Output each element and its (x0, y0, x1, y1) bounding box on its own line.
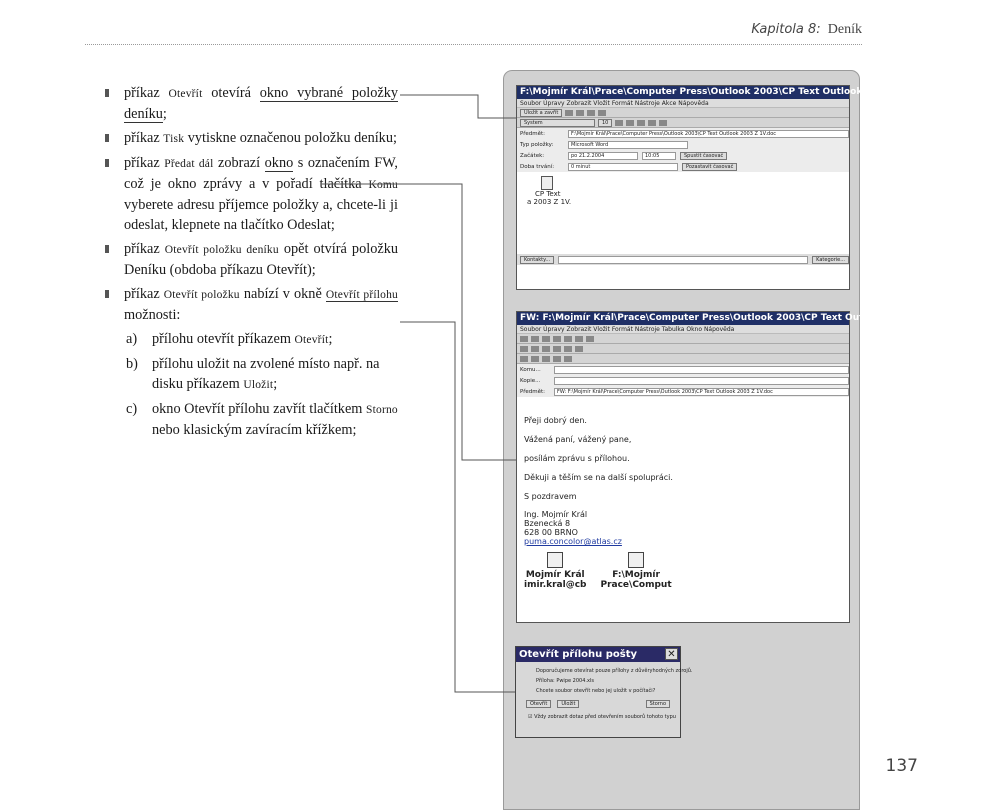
start-timer-button[interactable]: Spustit časovač (680, 152, 727, 160)
to-field[interactable] (554, 366, 849, 374)
journal-entry-window (516, 85, 863, 290)
contacts-row (517, 254, 849, 265)
word-doc-icon[interactable] (541, 176, 553, 190)
contacts-field[interactable] (558, 256, 808, 264)
subject-field[interactable]: F:\Mojmír Král\Prace\Computer Press\Outlook 2003\CP Text Outlook 2003 Z 1V.doc (568, 130, 849, 138)
vcard-icon (547, 552, 563, 568)
type-select[interactable]: Microsoft Word (568, 141, 688, 149)
format-toolbar (517, 354, 849, 364)
chapter-label: Kapitola 8: (751, 22, 821, 37)
format-toolbar (517, 118, 849, 128)
sub-item: b) přílohu uložit na zvolené místo např. na disku příkazem Uložit; (126, 356, 380, 392)
size-select[interactable]: 10 (598, 119, 612, 127)
toolbar (517, 108, 849, 118)
cc-row: Kopie... (517, 375, 849, 386)
attachment-contact[interactable]: Mojmír Král imir.kral@cb (524, 552, 586, 590)
save-close-button[interactable]: Uložit a zavřít (520, 109, 562, 117)
dialog-buttons (516, 696, 680, 712)
attachment-file[interactable]: F:\Mojmír Prace\Comput (600, 552, 671, 590)
duration-select[interactable]: 0 minut (568, 163, 678, 171)
sub-item: c) okno Otevřít přílohu zavřít tlačítkem Storno nebo klasickým zavíracím křížkem; (126, 401, 398, 438)
bullet-item: příkaz Předat dál zobrazí okno s označením FW, což je okno zprávy a v pořadí tlačítka Komu vyberete adresu příjemce položky a, chcete-li ji odeslat, klepnete na tlačítko Odeslat; (104, 153, 398, 235)
contacts-button[interactable]: Kontakty... (520, 256, 554, 264)
menu-bar[interactable]: Soubor Úpravy Zobrazit Vložit Formát Nástroje Tabulka Okno Nápověda (517, 325, 849, 334)
pause-timer-button[interactable]: Pozastavit časovač (682, 163, 737, 171)
attachment-name-2: a 2003 Z 1V. (527, 198, 572, 206)
notes-area[interactable] (517, 172, 849, 250)
toolbar (517, 344, 849, 354)
menu-bar[interactable]: Soubor Úpravy Zobrazit Vložit Formát Nástroje Akce Nápověda (517, 99, 849, 108)
window-title: F:\Mojmír Král\Prace\Computer Press\Outlook 2003\CP Text Outlook (517, 86, 849, 99)
window-title: FW: F:\Mojmír Král\Prace\Computer Press\Outlook 2003\CP Text Outlook 2003 Z 1V.doc - zpráva (517, 312, 849, 325)
page-number: 137 (885, 756, 918, 776)
document-icon (628, 552, 644, 568)
sub-item: a) přílohu otevřít příkazem Otevřít; (126, 331, 333, 347)
attachments (524, 552, 842, 590)
duration-row: Doba trvání: 0 minut Pozastavit časovač (517, 161, 849, 172)
category-button[interactable]: Kategorie... (812, 256, 849, 264)
attachment-name: CP Text (535, 190, 561, 198)
dialog-title: Otevřít přílohu pošty ✕ (516, 647, 680, 662)
open-button[interactable]: Otevřít (526, 700, 551, 708)
bullet-item: příkaz Tisk vytiskne označenou položku deníku; (104, 128, 398, 149)
bullet-item: příkaz Otevřít položku nabízí v okně Otevřít přílohu možnosti: (104, 284, 398, 325)
subject-row: Předmět: FW: F:\Mojmír Král\Prace\Computer Press\Outlook 2003\CP Text Outlook 2003 Z 1V.doc (517, 386, 849, 397)
cancel-button[interactable]: Storno (646, 700, 670, 708)
type-row: Typ položky: Microsoft Word (517, 139, 849, 150)
subject-row: Předmět: F:\Mojmír Král\Prace\Computer Press\Outlook 2003\CP Text Outlook 2003 Z 1V.doc (517, 128, 849, 139)
bullet-item: příkaz Otevřít položku deníku opět otvírá položku Deníku (obdoba příkazu Otevřít); (104, 239, 398, 280)
start-date[interactable]: po 21.2.2004 (568, 152, 638, 160)
always-ask-checkbox[interactable]: ☑ Vždy zobrazit dotaz před otevřením souborů tohoto typu (528, 714, 676, 720)
start-time[interactable]: 10:05 (642, 152, 676, 160)
close-icon[interactable]: ✕ (665, 648, 678, 660)
open-attachment-dialog: Otevřít přílohu pošty ✕ Doporučujeme otevírat pouze přílohy z důvěryhodných zdrojů. Příloha: Pwipe 2004.xls Chcete soubor otevřít nebo jej uložit v počítači? Otevřít Uložit Storno ☑ Vždy zobrazit dotaz před otevřením souborů tohoto typu (515, 646, 681, 738)
chapter-title: Deník (827, 22, 862, 37)
font-select[interactable]: System (520, 119, 595, 127)
subject-field[interactable]: FW: F:\Mojmír Král\Prace\Computer Press\Outlook 2003\CP Text Outlook 2003 Z 1V.doc (554, 388, 849, 396)
message-body[interactable]: Přeji dobrý den. Vážená paní, vážený pane, posílám zprávu s přílohou. Děkuji a těším se na další spolupráci. S pozdravem Ing. Mojmír Král Bzenecká 8 628 00 BRNO puma.concolor@atlas.cz Mojmír Král imir.kral@cb F:\Mojmír Prace\Comput (517, 397, 849, 596)
bullet-item: příkaz Otevřít otevírá okno vybrané položky deníku; (104, 83, 398, 124)
toolbar (517, 334, 849, 344)
cc-field[interactable] (554, 377, 849, 385)
email-link[interactable]: puma.concolor@atlas.cz (524, 537, 622, 546)
start-row: Začátek: po 21.2.2004 10:05 Spustit časovač (517, 150, 849, 161)
to-row: Komu... (517, 364, 849, 375)
save-button[interactable]: Uložit (557, 700, 579, 708)
forward-message-window (516, 311, 1003, 623)
